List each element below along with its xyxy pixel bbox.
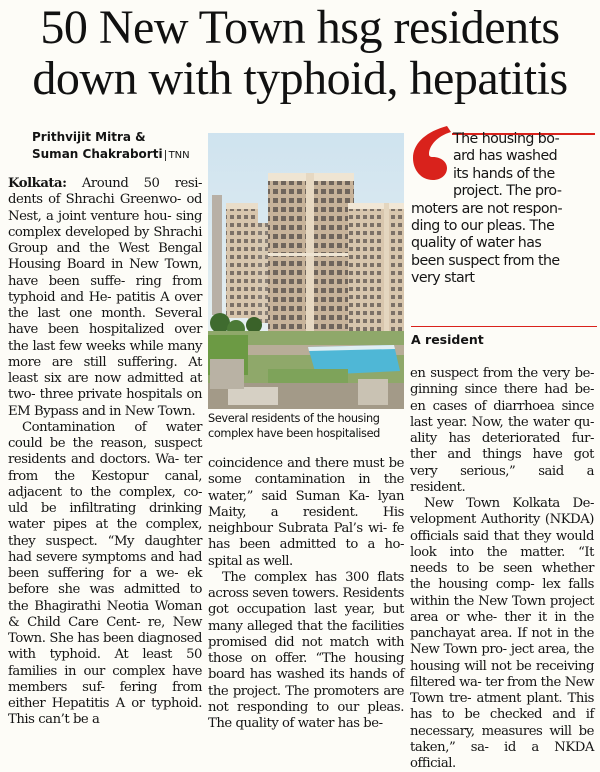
headline-line-1: 50 New Town hsg residents [40, 1, 560, 54]
article-paragraph-1 [8, 176, 202, 420]
pullquote [411, 131, 597, 288]
pullquote-line-1: The housing bo- [453, 131, 560, 147]
article-paragraph-6: New Town Kolkata De- velopment Authority (NKDA) officials said that they would look into the matter. “It needs to be seen whether the housing comp- lex falls within the New Town project area or whe- ther it in the panchayat area. If not in the New Town pro- ject area, the housing will not be receiving filtered wa- ter from the New Town tre- atment plant. This has to be checked and if necessary, measures will be taken,” sa- id a NKDA official. [410, 496, 594, 771]
byline-agency: TNN [165, 150, 190, 161]
headline-line-2: down with typhoid, hepatitis [32, 52, 568, 105]
pullquote-bottom-rule [411, 326, 597, 327]
dateline: Kolkata: [8, 176, 67, 191]
byline [32, 129, 212, 164]
housing-complex-photo [208, 133, 404, 409]
pullquote-line-4: project. The pro- [453, 183, 562, 200]
headline [0, 2, 600, 104]
pullquote-line-6: ding to our pleas. The [411, 218, 555, 235]
byline-author-2-row [32, 146, 212, 164]
pullquote-line-5: moters are not respon- [411, 200, 563, 217]
byline-author-2: Suman Chakraborti [32, 147, 163, 161]
pullquote-line-3: its hands of the [453, 165, 555, 182]
article-paragraph-3: coincidence and there must be some contamination in the water,” said Suman Ka- lyan Maity, a resident. His neighbour Subrata Pal’s wi- fe has been admitted to a ho- spital as well. [208, 456, 404, 569]
article-paragraph-2: Contamination of water could be the reason, suspect residents and doctors. Wa- ter from the Kestopur canal, adjacent to the complex, co- uld be infiltrating drinking water pipes at the complex, they suspect. “My daughter had severe symptoms and had been suffering for a we- ek before she was admitted to the Bhagirathi Neotia Woman & Child Care Cent- re, New Town. She has been diagnosed with typhoid. At least 50 families in our complex have members suf- fering from either Hepatitis A or typhoid. This can’t be a [8, 419, 202, 728]
pullquote-line-2: ard has washed [453, 148, 558, 165]
article-paragraph-5: en suspect from the very be- ginning since there had be- en cases of diarrhoea since last year. Now, the water qu- ality has deteriorated fur- ther and things have got very serious,” said a resident. [410, 366, 594, 495]
byline-author-1: Prithvijit Mitra & [32, 130, 146, 144]
pullquote-line-8: been suspect from the [411, 252, 560, 269]
pullquote-line-7: quality of water has [411, 235, 542, 252]
article-column-1 [8, 176, 202, 729]
article-paragraph-4: The complex has 300 flats across seven towers. Residents got occupation last year, but many alleged that the facilities promised did not match with those on offer. “The housing board has washed its hands of the project. The promoters are not responding to our pleas. The quality of water has be- [208, 569, 404, 731]
article-paragraph-1-text: Around 50 resi- dents of Shrachi Greenwo- od Nest, a joint venture hou- sing complex developed by Shrachi Group and the West Bengal Housing Board in New Town, have been suffe- ring from typhoid and He- patitis A over the last one month. Several have been hospitalized over the last few weeks while many more are still suffering. At least six are now admitted at two- three private hospitals on EM Bypass and in New Town. [8, 176, 202, 419]
article-column-2 [208, 456, 404, 732]
article-column-3 [410, 366, 594, 772]
pullquote-attribution: A resident [411, 332, 484, 347]
pullquote-line-9: very start [411, 270, 475, 287]
photo-caption: Several residents of the housing complex have been hospitalised [208, 412, 380, 440]
